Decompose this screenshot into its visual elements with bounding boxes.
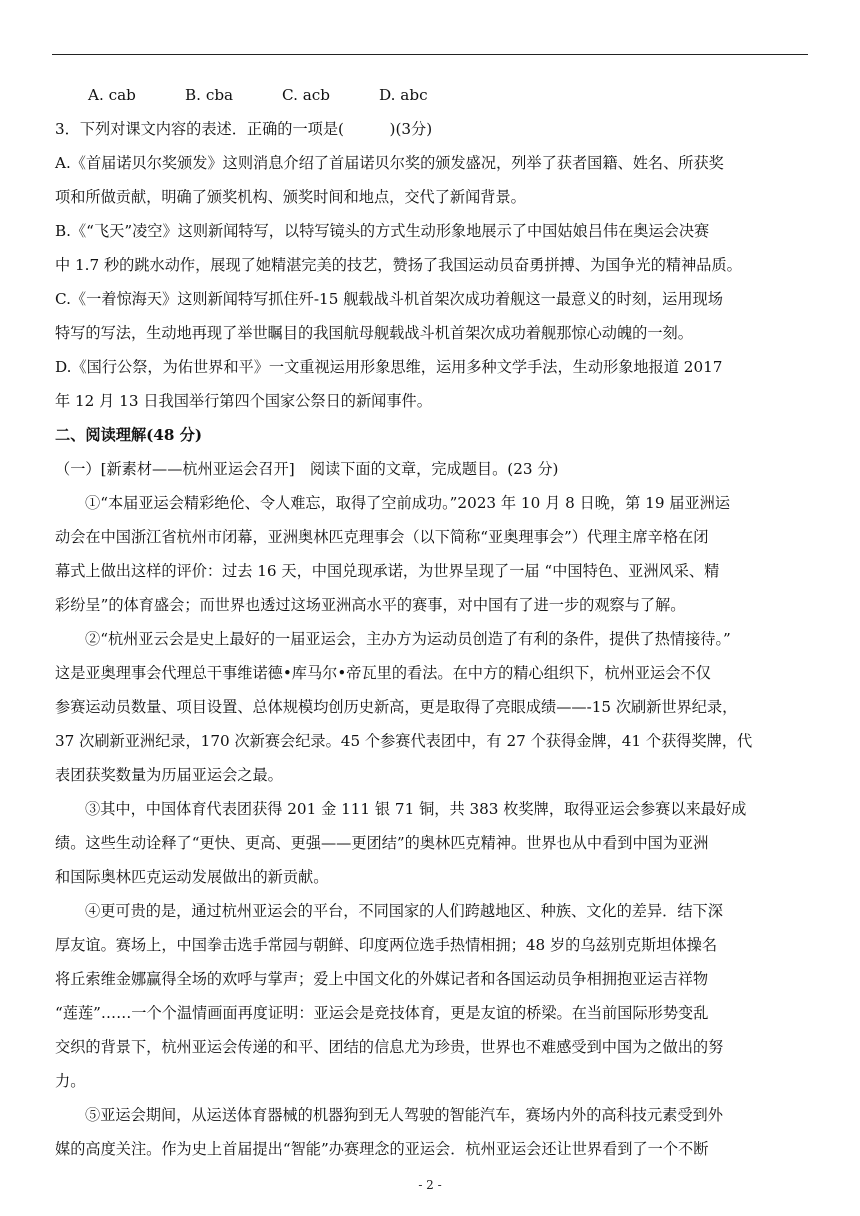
paragraph-5 [55,1098,805,1166]
paragraph-line: 力。 [55,1072,86,1090]
paragraph-line: 将丘索维金娜赢得全场的欢呼与掌声；爱上中国文化的外媒记者和各国运动员争相拥抱亚运吉祥物 [55,970,709,988]
question-3-stem: 3．下列对课文内容的表述．正确的一项是( )(3分) [55,120,433,138]
paragraph-line: 幕式上做出这样的评价：过去 16 天，中国兑现承诺，为世界呈现了一届 “中国特色、亚洲风采、精 [55,562,720,580]
question-3-option-d-line2: 年 12 月 13 日我国举行第四个国家公祭日的新闻事件。 [55,392,432,410]
question-3-option-a-line2: 项和所做贡献，明确了颁奖机构、颁奖时间和地点，交代了新闻背景。 [55,188,526,206]
paragraph-line: 参赛运动员数量、项目设置、总体规模均创历史新高，更是取得了亮眼成绩——-15 次刷新世界纪录， [55,698,738,716]
paragraph-line: 37 次刷新亚洲纪录，170 次新赛会纪录。45 个参赛代表团中，有 27 个获得金牌，41 个获得奖牌，代 [55,732,753,750]
question-3-option-b-line2: 中 1.7 秒的跳水动作，展现了她精湛完美的技艺，赞扬了我国运动员奋勇拼搏、为国争光的精神品质。 [55,256,742,274]
question-3-option-d-line1: D.《国行公祭，为佑世界和平》一文重视运用形象思维，运用多种文学手法，生动形象地报道 2017 [55,358,723,376]
paragraph-line: 彩纷呈”的体育盛会；而世界也透过这场亚洲高水平的赛事，对中国有了进一步的观察与了解。 [55,596,686,614]
paragraph-line: 媒的高度关注。作为史上首届提出“智能”办赛理念的亚运会．杭州亚运会还让世界看到了一个不断 [55,1140,709,1158]
paragraph-line: 厚友谊。赛场上，中国拳击选手常园与朝鲜、印度两位选手热情相拥；48 岁的乌兹别克斯坦体操名 [55,936,718,954]
paragraph-2 [55,622,805,792]
option-a: A. cab [88,86,136,104]
paragraph-line: 表团获奖数量为历届亚运会之最。 [55,766,283,784]
paragraph-line: ③其中，中国体育代表团获得 201 金 111 银 71 铜，共 383 枚奖牌，取得亚运会参赛以来最好成 [85,800,747,818]
paragraph-1 [55,486,805,622]
question-3-option-c-line2: 特写的写法，生动地再现了举世瞩目的我国航母舰载战斗机首架次成功着舰那惊心动魄的一刻。 [55,324,693,342]
section-heading: 二、阅读理解(48 分) [55,426,203,444]
question-3-option-a-line1: A.《首届诺贝尔奖颁发》这则消息介绍了首届诺贝尔奖的颁发盛况，列举了获者国籍、姓名、所获奖 [55,154,724,172]
page-number: - 2 - [418,1178,442,1192]
subsection-heading: （一）[新素材——杭州亚运会召开] 阅读下面的文章，完成题目。(23 分) [55,460,559,478]
paragraph-line: 绩。这些生动诠释了“更快、更高、更强——更团结”的奥林匹克精神。世界也从中看到中国为亚洲 [55,834,709,852]
paragraph-3 [55,792,805,894]
option-d: D. abc [379,86,428,104]
paragraph-line: ①“本届亚运会精彩绝伦、令人难忘，取得了空前成功。”2023 年 10 月 8 日晚，第 19 届亚洲运 [85,494,731,512]
option-b: B. cba [185,86,234,104]
option-c: C. acb [282,86,331,104]
header-rule [52,54,808,55]
paragraph-4 [55,894,805,1098]
answer-options [55,78,805,112]
paragraph-line: 和国际奥林匹克运动发展做出的新贡献。 [55,868,329,886]
paragraph-line: “莲莲”……一个个温情画面再度证明：亚运会是竞技体育，更是友谊的桥梁。在当前国际形势变乱 [55,1004,709,1022]
paragraph-line: 这是亚奥理事会代理总干事维诺德•库马尔•帝瓦里的看法。在中方的精心组织下，杭州亚运会不仅 [55,664,711,682]
paragraph-line: ④更可贵的是，通过杭州亚运会的平台，不同国家的人们跨越地区、种族、文化的差异．结下深 [85,902,723,920]
paragraph-line: 动会在中国浙江省杭州市闭幕，亚洲奥林匹克理事会（以下简称“亚奥理事会”）代理主席辛格在闭 [55,528,709,546]
document-body [55,78,805,1166]
question-3-option-b-line1: B.《“飞天”凌空》这则新闻特写，以特写镜头的方式生动形象地展示了中国姑娘吕伟在奥运会决赛 [55,222,710,240]
paragraph-line: ②“杭州亚云会是史上最好的一届亚运会，主办方为运动员创造了有利的条件，提供了热情接待。” [85,630,731,648]
paragraph-line: 交织的背景下，杭州亚运会传递的和平、团结的信息尤为珍贵，世界也不难感受到中国为之做出的努 [55,1038,724,1056]
paragraph-line: ⑤亚运会期间，从运送体育器械的机器狗到无人驾驶的智能汽车，赛场内外的高科技元素受到外 [85,1106,723,1124]
question-3-option-c-line1: C.《一着惊海天》这则新闻特写抓住歼-15 舰载战斗机首架次成功着舰这一最意义的时刻，运用现场 [55,290,723,308]
